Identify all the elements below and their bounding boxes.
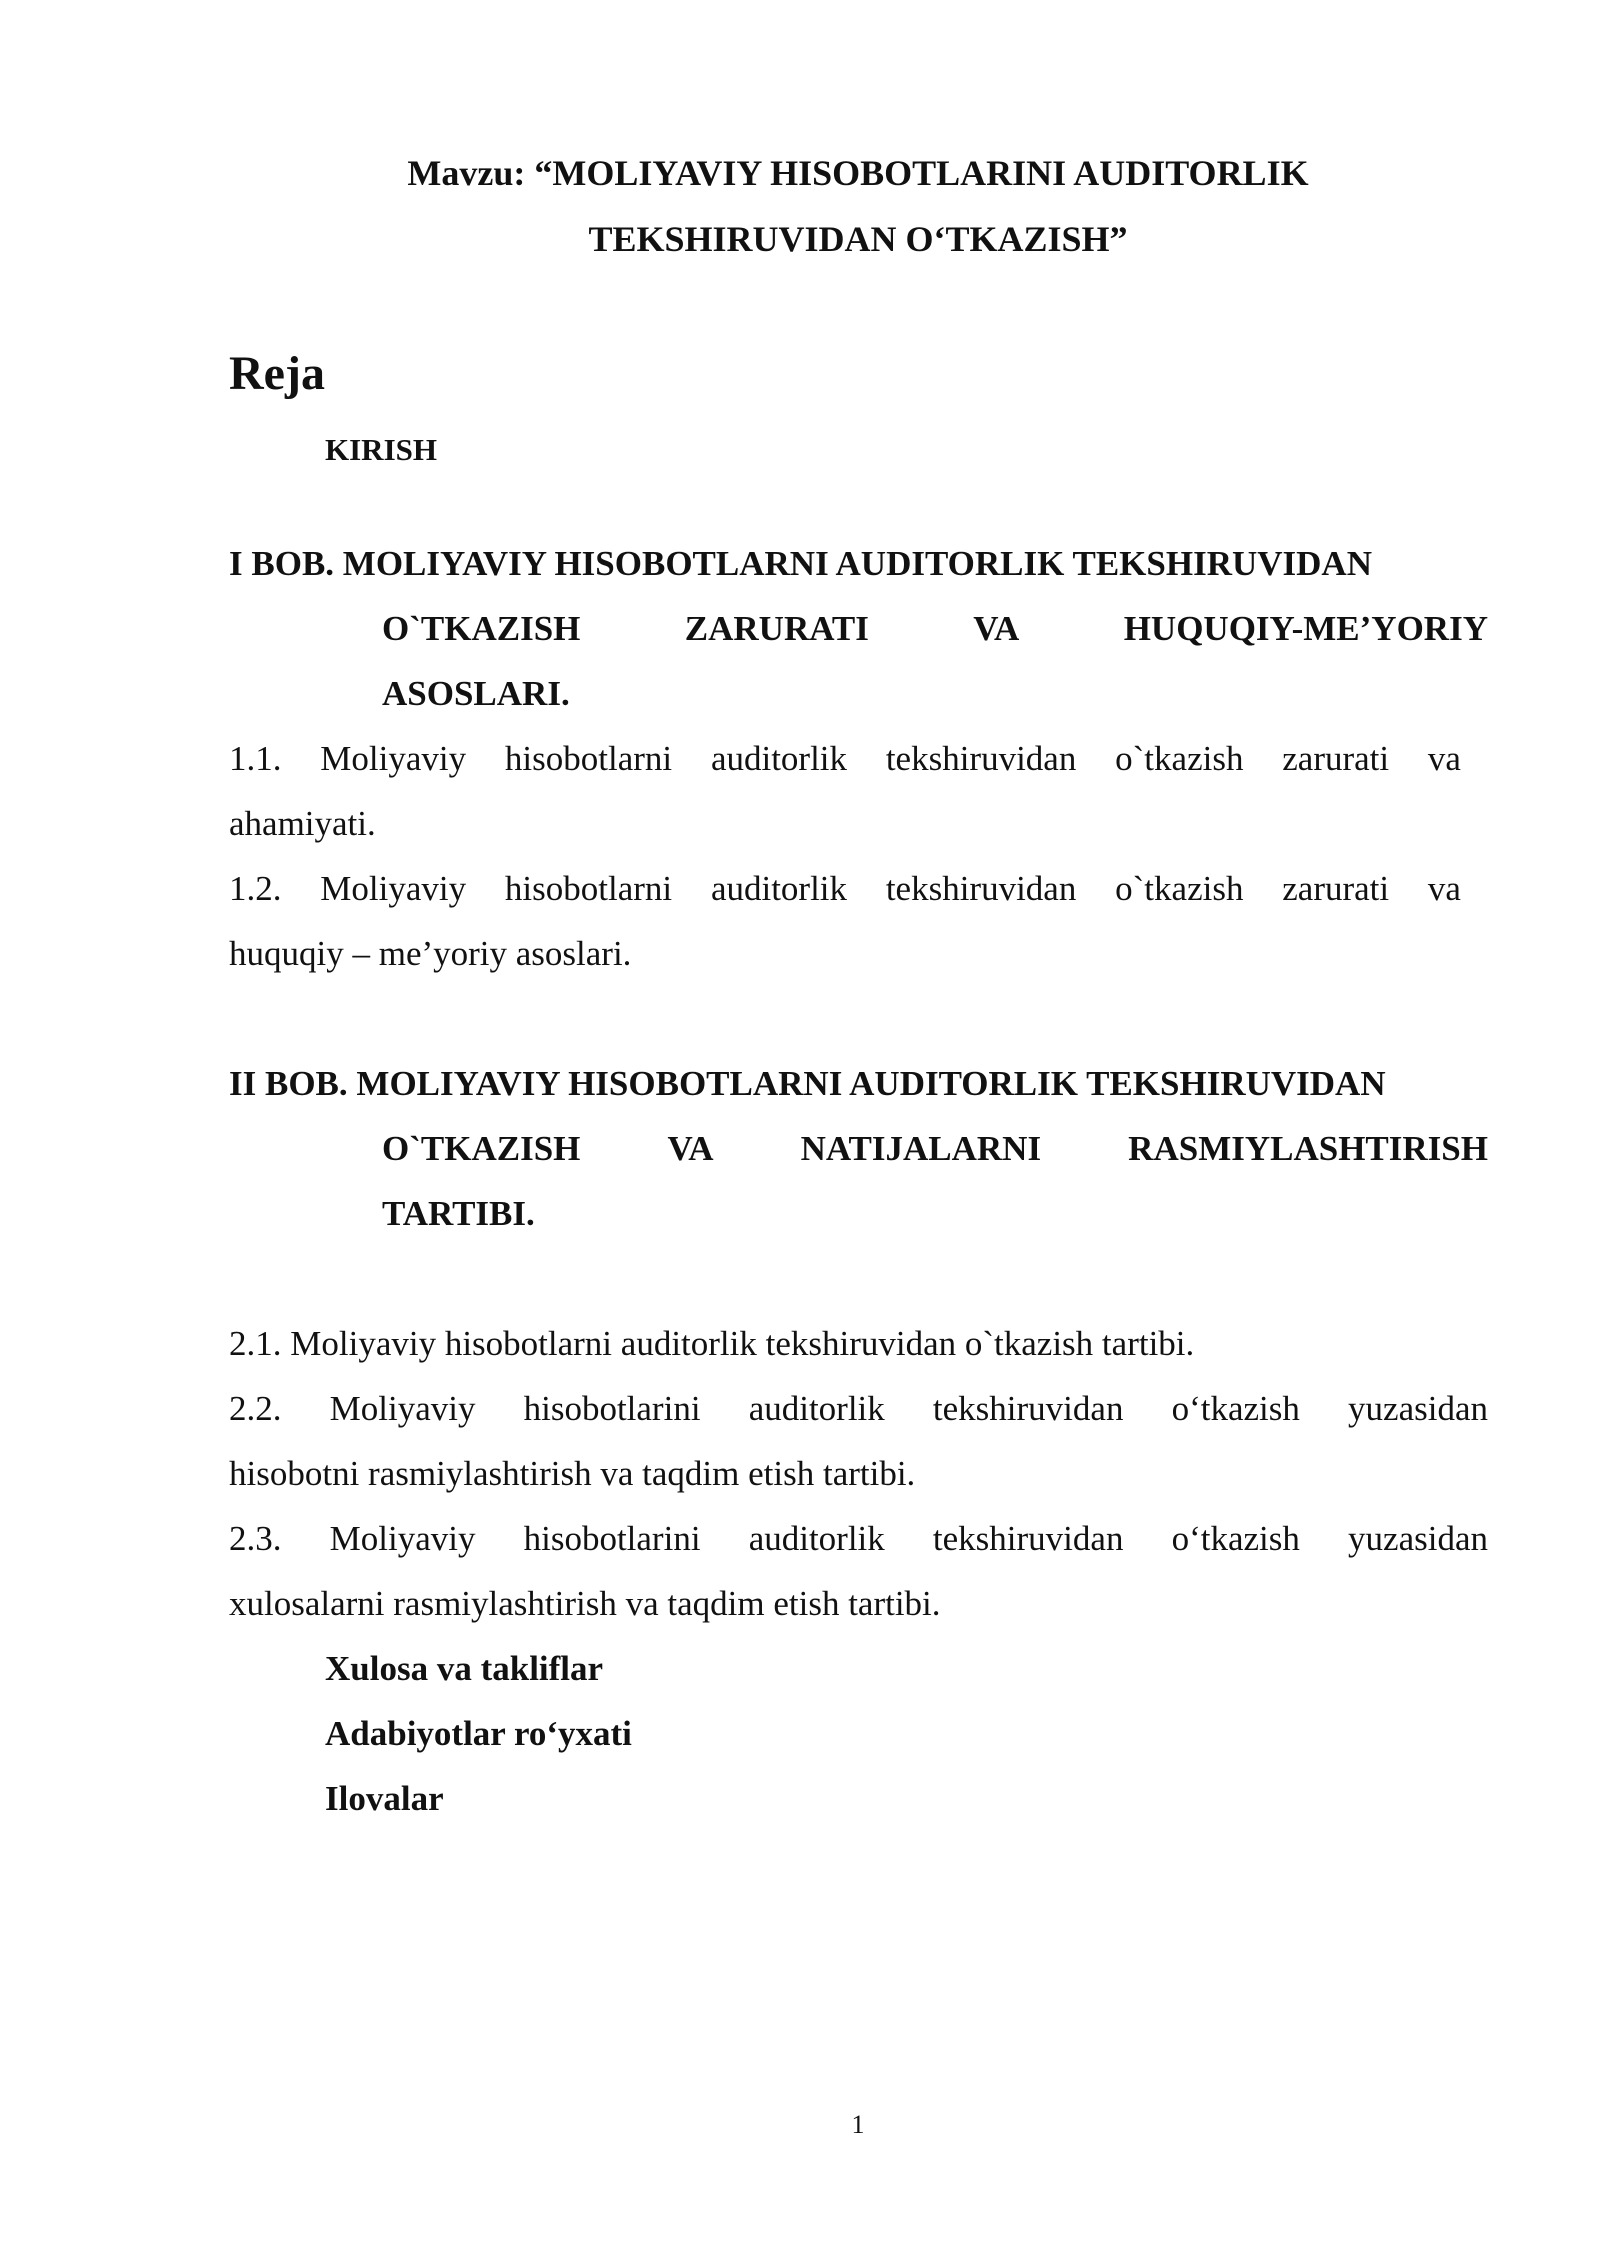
page-number: 1 (851, 2110, 865, 2139)
chapter-2-title-line-3: TARTIBI. (382, 1194, 535, 1233)
section-1-2-word: zarurati (1282, 869, 1390, 908)
chapter-2-word: O`TKAZISH (382, 1129, 581, 1168)
section-2-3-word: yuzasidan (1348, 1519, 1488, 1558)
chapter-1-word: ZARURATI (684, 609, 869, 648)
title-line-2: TEKSHIRUVIDAN O‘TKAZISH” (588, 219, 1128, 259)
chapter-2-title-line-1: II BOB. MOLIYAVIY HISOBOTLARNI AUDITORLIK TEKSHIRUVIDAN (229, 1064, 1386, 1103)
section-2-2-number: 2.2. (229, 1389, 282, 1428)
toc-appendices: Ilovalar (325, 1779, 444, 1818)
chapter-1-word: HUQUQIY-ME’YORIY (1123, 609, 1488, 648)
chapter-1-word: O`TKAZISH (382, 609, 581, 648)
section-2-3-line-2: xulosalarni rasmiylashtirish va taqdim etish tartibi. (229, 1584, 941, 1623)
title-line-1: Mavzu: “MOLIYAVIY HISOBOTLARINI AUDITORLIK (407, 153, 1309, 193)
section-1-2-line-1 (229, 869, 1461, 909)
section-1-2-word: auditorlik (710, 869, 848, 908)
section-2-3-word: o‘tkazish (1171, 1519, 1300, 1558)
section-2-3-word: tekshiruvidan (932, 1519, 1124, 1558)
section-1-2-word: tekshiruvidan (885, 869, 1077, 908)
section-1-1-word: hisobotlarni (504, 739, 673, 778)
plan-heading: Reja (229, 347, 325, 400)
section-1-2-number: 1.2. (229, 869, 282, 908)
section-1-1-number: 1.1. (229, 739, 282, 778)
section-2-3-word: auditorlik (748, 1519, 885, 1558)
chapter-1-title-line-1: I BOB. MOLIYAVIY HISOBOTLARNI AUDITORLIK TEKSHIRUVIDAN (229, 544, 1372, 583)
section-1-2-word: Moliyaviy (320, 869, 467, 908)
toc-conclusion: Xulosa va takliflar (325, 1649, 604, 1688)
chapter-1-word: VA (973, 609, 1020, 648)
chapter-2-word: NATIJALARNI (800, 1129, 1042, 1168)
chapter-1-title-line-3: ASOSLARI. (382, 674, 570, 713)
section-2-2-word: o‘tkazish (1171, 1389, 1300, 1428)
chapter-2-word: RASMIYLASHTIRISH (1128, 1129, 1488, 1168)
toc-references: Adabiyotlar ro‘yxati (325, 1714, 632, 1753)
section-2-3-word: Moliyaviy (329, 1519, 476, 1558)
section-1-1-word: auditorlik (710, 739, 848, 778)
section-1-1-line-2: ahamiyati. (229, 804, 376, 843)
section-1-1-line-1 (229, 739, 1461, 779)
section-1-1-word: zarurati (1282, 739, 1390, 778)
section-1-2-line-2: huquqiy – me’yoriy asoslari. (229, 934, 632, 973)
section-2-2-word: Moliyaviy (329, 1389, 476, 1428)
section-2-1: 2.1. Moliyaviy hisobotlarni auditorlik tekshiruvidan o`tkazish tartibi. (229, 1324, 1195, 1363)
section-1-1-word: tekshiruvidan (885, 739, 1077, 778)
section-1-2-word: hisobotlarni (504, 869, 673, 908)
section-1-1-word: va (1427, 739, 1461, 778)
chapter-2-word: VA (667, 1129, 714, 1168)
section-2-2-word: hisobotlarini (523, 1389, 701, 1428)
section-2-2-word: auditorlik (748, 1389, 885, 1428)
chapter-1-title-line-2 (382, 609, 1488, 649)
section-2-2-word: yuzasidan (1348, 1389, 1488, 1428)
section-1-1-word: Moliyaviy (320, 739, 467, 778)
section-1-1-word: o`tkazish (1115, 739, 1244, 778)
section-2-2-line-1 (229, 1389, 1488, 1429)
section-2-3-number: 2.3. (229, 1519, 282, 1558)
section-2-3-line-1 (229, 1519, 1488, 1559)
section-2-2-word: tekshiruvidan (932, 1389, 1124, 1428)
section-2-3-word: hisobotlarini (523, 1519, 701, 1558)
toc-introduction: KIRISH (325, 432, 437, 467)
section-1-2-word: va (1427, 869, 1461, 908)
chapter-2-title-line-2 (382, 1129, 1488, 1169)
section-2-2-line-2: hisobotni rasmiylashtirish va taqdim etish tartibi. (229, 1454, 916, 1493)
section-1-2-word: o`tkazish (1115, 869, 1244, 908)
